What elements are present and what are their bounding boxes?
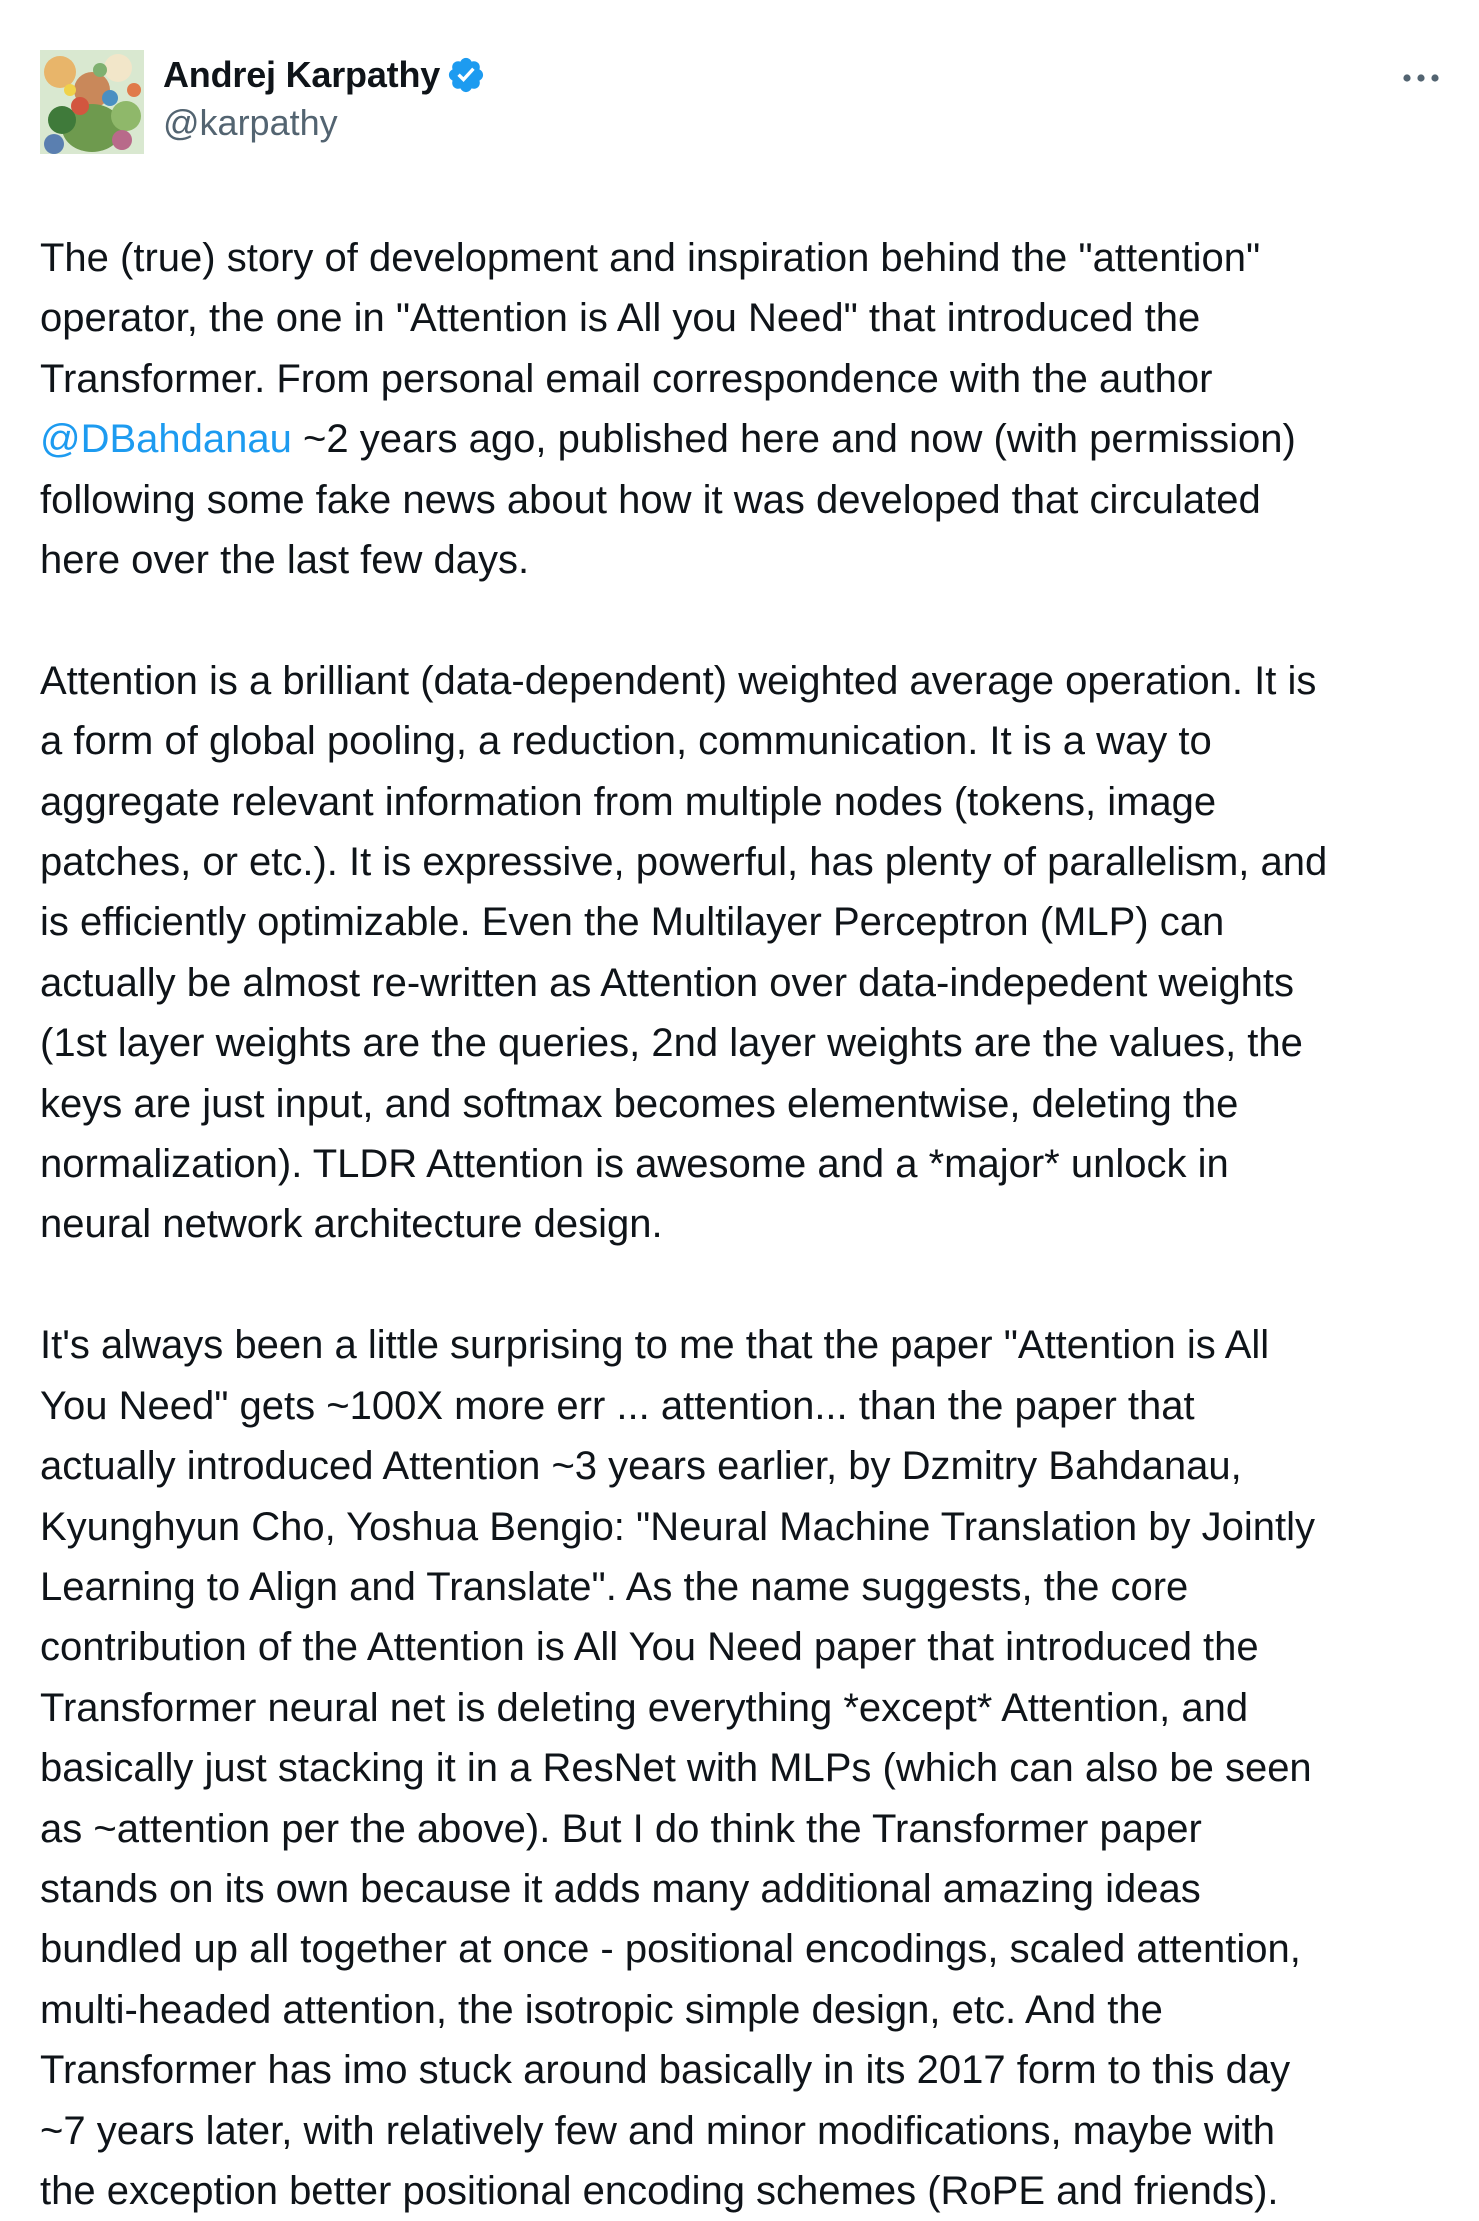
verified-badge-icon[interactable]: [446, 55, 486, 95]
tweet-header: [40, 42, 1479, 152]
author-name[interactable]: Andrej Karpathy: [163, 54, 441, 95]
paragraph-1-text-start: The (true) story of development and inspiration behind the "attention" operator, the one in "Attention is All you Need" that introduced the Transformer. From personal email correspondence with the author: [40, 236, 1261, 401]
more-options-button[interactable]: [1395, 56, 1447, 100]
paragraph-1-text-end: ~2 years ago, published here and now (with permission) following some fake news about how it was developed that circulated here over the last few days.: [40, 417, 1296, 583]
paragraph-spacer: [40, 1255, 1460, 1315]
avatar-image: [40, 50, 144, 154]
tweet-text: [40, 228, 1460, 2221]
paragraph-spacer: [40, 590, 1460, 650]
author-identity: [163, 50, 486, 144]
tweet-paragraph-2: Attention is a brilliant (data-dependent) weighted average operation. It is a form of global pooling, a reduction, communication. It is a way to aggregate relevant information from multiple nodes (tokens, image patches, or etc.). It is expressive, powerful, has plenty of parallelism, and is efficiently optimizable. Even the Multilayer Perceptron (MLP) can actually be almost re-written as Attention over data-indepedent weights (1st layer weights are the queries, 2nd layer weights are the values, the keys are just input, and softmax becomes elementwise, deleting the normalization). TLDR Attention is awesome and a *major* unlock in neural network architecture design.: [40, 658, 1328, 1247]
tweet-paragraph-1: [40, 228, 1460, 590]
mention-link[interactable]: @DBahdanau: [40, 417, 292, 462]
author-handle[interactable]: @karpathy: [163, 102, 338, 143]
avatar[interactable]: [40, 50, 144, 154]
tweet-paragraph-3: It's always been a little surprising to me that the paper "Attention is All You Need" gets ~100X more err ... attention... than the paper that actually introduced Attention ~3 years earlier, by Dzmitry Bahdanau, Kyunghyun Cho, Yoshua Bengio: "Neural Machine Translation by Jointly Learning to Align and Translate". As the name suggests, the core contribution of the Attention is All You Need paper that introduced the Transformer neural net is deleting everything *except* Attention, and basically just stacking it in a ResNet with MLPs (which can also be seen as ~attention per the above). But I do think the Transformer paper stands on its own because it adds many additional amazing ideas bundled up all together at once - positional encodings, scaled attention, multi-headed attention, the isotropic simple design, etc. And the Transformer has imo stuck around basically in its 2017 form to this day ~7 years later, with relatively few and minor modifications, maybe with the exception better positional encoding schemes (RoPE and friends).: [40, 1323, 1315, 2213]
name-row: [163, 50, 486, 100]
more-horizontal-icon: [1401, 72, 1441, 84]
